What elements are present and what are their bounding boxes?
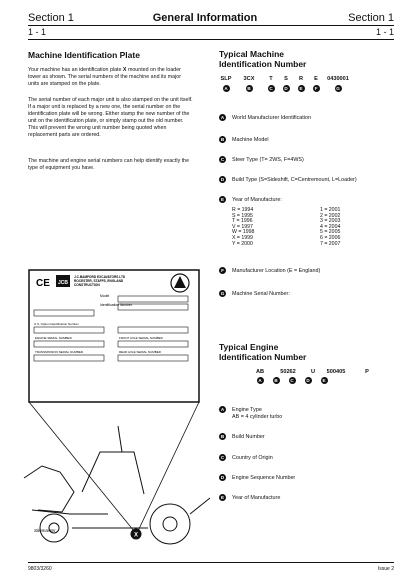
page-number-right: 1 - 1 [375, 27, 394, 37]
engine-item-label: Year of Manufacture [232, 494, 281, 501]
plate-heading: Machine Identification Plate [28, 50, 140, 60]
machine-code-part: 3CX [243, 76, 255, 82]
engine-item-label: Engine Type [232, 406, 262, 413]
company-line-2: ROCESTER, STAFFS, ENGLAND [74, 279, 124, 283]
subheader-rule [28, 39, 394, 40]
machine-code-badge: B [247, 86, 251, 91]
machine-code-badge: F [313, 85, 320, 92]
company-line-3: CONSTRUCTION [74, 283, 100, 287]
year-column-left [232, 208, 254, 247]
identification-plate-illustration [22, 266, 212, 551]
engine-item-label: Engine Sequence Number [232, 474, 296, 481]
year-code: S = 1995 [232, 212, 253, 219]
engine-id-heading-1: Typical Engine [219, 342, 279, 352]
issue-number: Issue 2 [377, 566, 394, 572]
plate-ident-label: Identification Number [100, 303, 133, 307]
machine-id-heading-2: Identification Number [219, 59, 307, 69]
year-code: 4 = 2004 [320, 223, 341, 230]
engine-code-part: P [365, 369, 369, 375]
engine-code-badge: D [306, 378, 310, 383]
backhoe-loader-sketch [24, 426, 210, 544]
engine-code-part: U [310, 369, 316, 375]
machine-item-label: Steer Type (T= 2WS, F=4WS) [232, 156, 304, 163]
machine-item-badge: D [220, 177, 225, 182]
engine-code-badge: E [322, 378, 326, 383]
machine-code-part: E [314, 76, 318, 82]
year-code: 6 = 2006 [320, 234, 341, 241]
machine-code-badge: D [284, 86, 288, 91]
engine-item-badge: C [220, 455, 225, 460]
machine-model-lettering: Sitemaster [34, 528, 56, 533]
plate-model-label: Model [100, 294, 110, 298]
machine-item-badge: A [220, 115, 225, 120]
year-code: 5 = 2005 [320, 229, 341, 236]
year-code: 3 = 2003 [320, 218, 341, 225]
plate-row-label-4: FRONT AXLE SERIAL NUMBER [119, 336, 163, 340]
engine-item-badge: A [220, 407, 225, 412]
machine-item-label: Build Type (S=Sideshift, C=Centremount, L=Loader) [232, 176, 357, 183]
machine-code-badge: E [299, 86, 303, 91]
machine-item-label: Manufacturer Location (E = England) [232, 267, 321, 274]
engine-code-badge: C [290, 378, 294, 383]
year-code: 2 = 2002 [320, 212, 341, 219]
engine-code-part: AB [255, 369, 265, 375]
company-line-1: J.C.BAMFORD EXCAVATORS LTD [74, 275, 126, 279]
machine-item-label: Machine Model [232, 136, 269, 143]
plate-row-label-5: REAR AXLE SERIAL NUMBER [119, 350, 161, 354]
p1-text-b: mounted on the loader tower as shown. The serial numbers of the machine and its major units are stamped on the plate. [28, 67, 181, 87]
plate-row-label-3: TRANSMISSION SERIAL NUMBER [35, 350, 84, 354]
machine-code-part: SLP [220, 76, 232, 82]
machine-code-badge: C [269, 86, 273, 91]
machine-code-badge: G [336, 86, 340, 91]
ce-mark: CE [36, 278, 50, 289]
engine-code-part: 50262 [280, 369, 296, 375]
paragraph-1 [28, 67, 193, 88]
year-column-right [320, 208, 340, 247]
machine-code-part: 0430001 [327, 76, 349, 82]
year-code: 1 = 2001 [320, 207, 341, 213]
engine-item-badge: D [220, 475, 225, 480]
plate-row-label-2: ENGINE SERIAL NUMBER [35, 336, 72, 340]
engine-item-label: Country of Origin [232, 454, 273, 461]
callout-x-label: X [133, 532, 139, 539]
machine-item-label: Year of Manufacture: [232, 196, 282, 203]
year-code: X = 1999 [232, 234, 253, 241]
section-label-right: Section 1 [348, 12, 394, 24]
year-code: W = 1998 [232, 229, 255, 236]
paragraph-3: The machine and engine serial numbers can help identify exactly the type of equipment you have. [28, 158, 190, 171]
machine-item-badge: B [220, 137, 225, 142]
machine-code-part: S [284, 76, 288, 82]
year-code: 7 = 2007 [320, 240, 341, 247]
engine-code-badge: B [274, 378, 278, 383]
machine-item-badge: C [220, 157, 225, 162]
footer-rule [28, 562, 394, 563]
machine-item-label: World Manufacturer Identification [232, 114, 312, 121]
machine-code-part: T [269, 76, 273, 82]
year-code: V = 1997 [232, 223, 253, 230]
machine-code-part: R [298, 76, 304, 82]
p1-x: X [122, 67, 127, 73]
year-code: T = 1996 [232, 218, 253, 225]
machine-item-badge: G [220, 291, 225, 296]
engine-item-badge: E [220, 495, 225, 500]
plate-row-label-1: U.S. Option Identification Number [34, 322, 79, 326]
page-title: General Information [152, 12, 258, 24]
machine-item-badge: F [219, 267, 226, 274]
machine-item-badge: E [220, 197, 225, 202]
engine-item-label: Build Number [232, 433, 265, 440]
engine-item-badge: B [220, 434, 225, 439]
document-number: 9803/3260 [28, 566, 52, 572]
paragraph-2: The serial number of each major unit is also stamped on the unit itself. If a major unit is replaced by a new one, the serial number on the identification plate will be wrong. Either stamp the new number of the unit on the identification plate, or simply stamp out the old number. This will prevent the wrong unit number being quoted when replacement parts are ordered. [28, 97, 193, 138]
section-label: Section 1 [28, 12, 74, 24]
machine-code-badge: A [224, 86, 228, 91]
year-code: R = 1994 [232, 207, 254, 213]
engine-id-heading-2: Identification Number [219, 352, 307, 362]
header-rule [28, 25, 394, 26]
year-code: Y = 2000 [232, 240, 253, 247]
machine-id-heading-1: Typical Machine [219, 49, 285, 59]
engine-code-badge: A [258, 378, 262, 383]
svg-text:JCB: JCB [58, 280, 69, 286]
page-number-left: 1 - 1 [28, 27, 47, 37]
machine-item-label: Machine Serial Number: [232, 290, 290, 297]
engine-code-part: 500405 [326, 369, 346, 375]
engine-item-sub: AB = 4 cylinder turbo [232, 413, 283, 420]
p1-text-a: Your machine has an identification plate [28, 67, 123, 73]
